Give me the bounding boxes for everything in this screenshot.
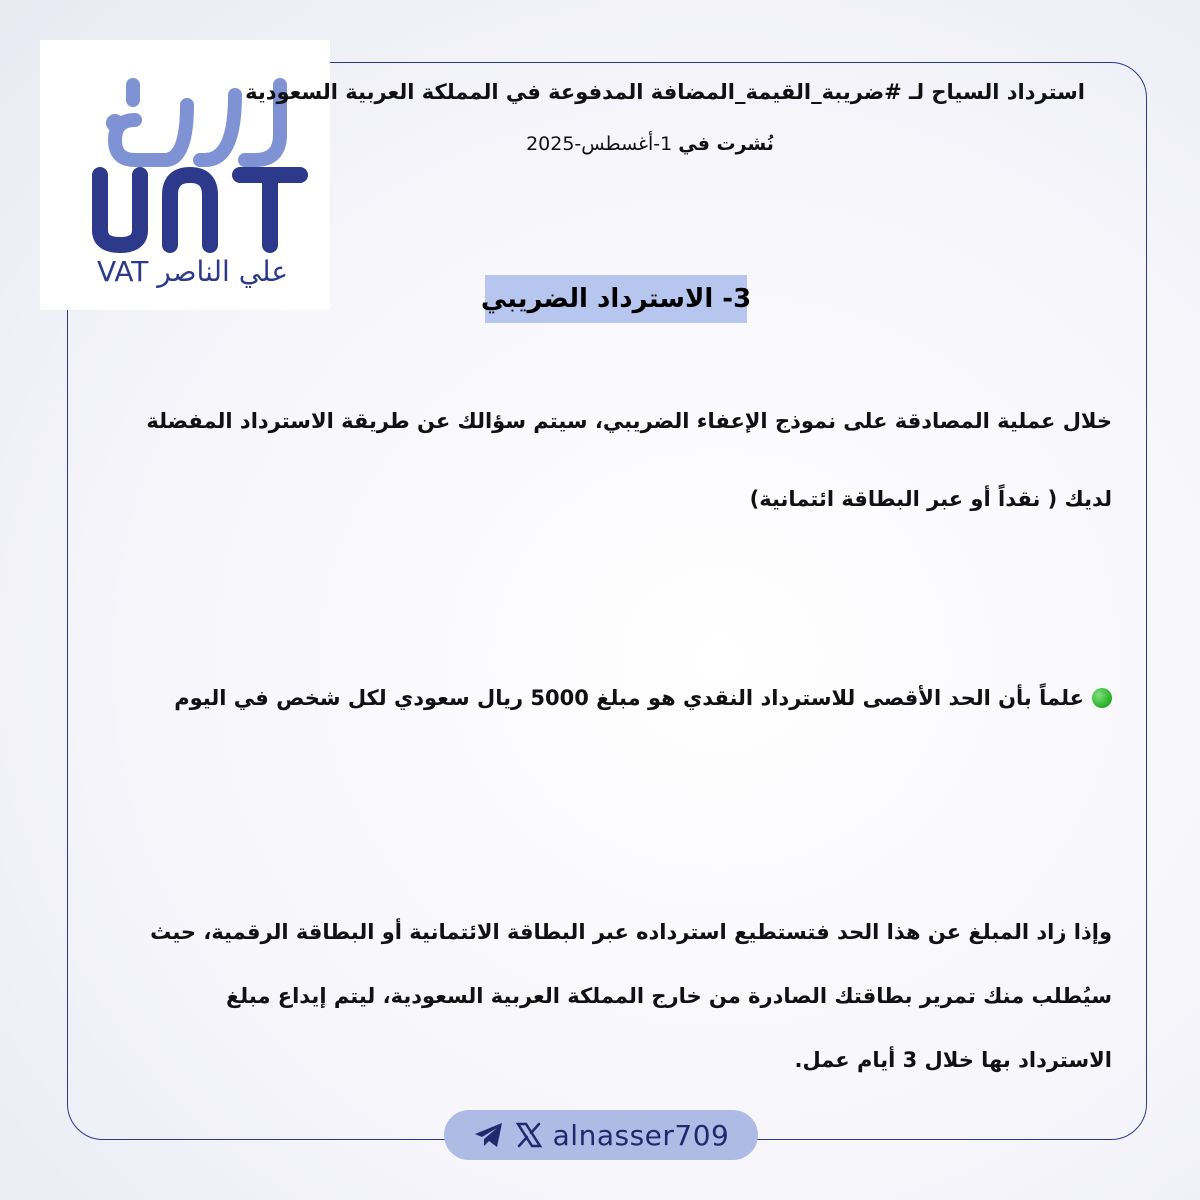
publish-date	[420, 133, 880, 155]
paragraph-line: علماً بأن الحد الأقصى للاسترداد النقدي هو مبلغ 5000 ريال سعودي لكل شخص في اليوم	[174, 686, 1084, 710]
social-handle: alnasser709	[552, 1118, 730, 1152]
x-icon	[515, 1121, 543, 1149]
post-title: استرداد السياح لـ #ضريبة_القيمة_المضافة المدفوعة في المملكة العربية السعودية	[245, 80, 1085, 104]
publish-date-label: نُشرت في	[678, 133, 774, 155]
paragraph-line: لديك ( نقداً أو عبر البطاقة ائتمانية)	[749, 487, 1112, 511]
paragraph-line: خلال عملية المصادقة على نموذج الإعفاء الضريبي، سيتم سؤالك عن طريقة الاسترداد المفضلة	[146, 409, 1112, 433]
paragraph-line: وإذا زاد المبلغ عن هذا الحد فتستطيع استرداده عبر البطاقة الائتمانية أو البطاقة الرقمية، حيث	[150, 920, 1112, 944]
section-heading: 3- الاسترداد الضريبي	[485, 275, 747, 323]
paragraph-line: سيُطلب منك تمرير بطاقتك الصادرة من خارج المملكة العربية السعودية، ليتم إيداع مبلغ	[225, 984, 1112, 1008]
paragraph-payment-method	[92, 382, 1112, 538]
publish-date-value: 1-أغسطس-2025	[526, 133, 673, 155]
telegram-icon	[473, 1121, 505, 1149]
paragraph-cash-limit	[92, 676, 1112, 720]
logo-tagline: علي الناصر VAT	[96, 255, 289, 288]
green-circle-icon	[1092, 688, 1112, 708]
paragraph-card-refund	[92, 900, 1112, 1092]
paragraph-line: الاسترداد بها خلال 3 أيام عمل.	[794, 1048, 1112, 1072]
social-handle-pill[interactable]	[444, 1110, 758, 1160]
